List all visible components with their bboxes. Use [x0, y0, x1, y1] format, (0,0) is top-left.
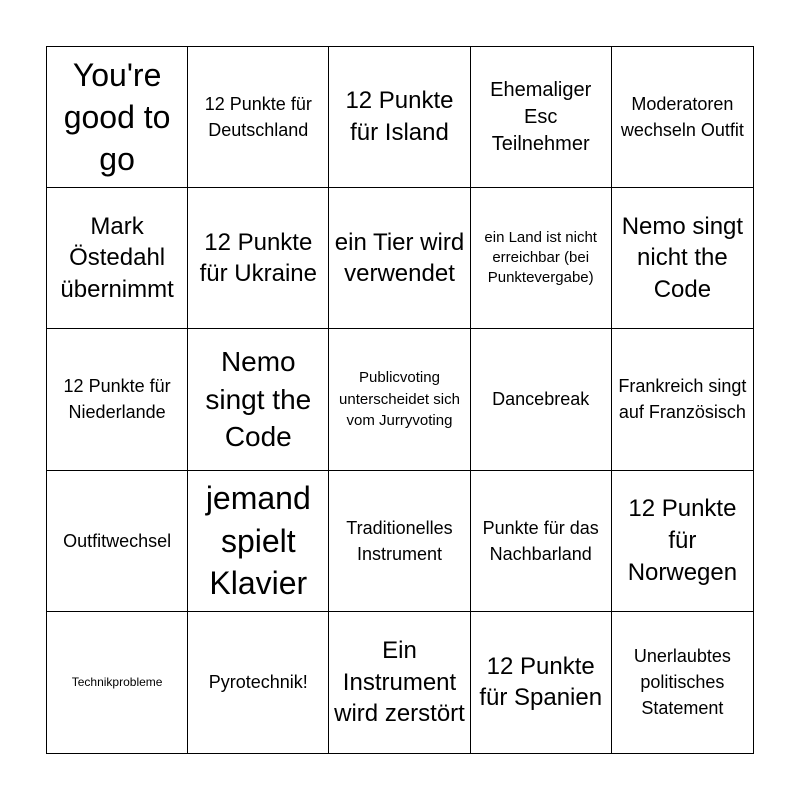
bingo-cell-text: ein Tier wird verwendet — [334, 228, 465, 288]
bingo-cell-text: 12 Punkte für Deutschland — [204, 94, 312, 141]
bingo-cell-text: Punkte für das Nachbarland — [482, 517, 599, 564]
bingo-cell-r4c3[interactable] — [329, 471, 470, 612]
bingo-cell-text: Nemo singt the Code — [205, 345, 312, 453]
bingo-cell-text: 12 Punkte für Norwegen — [627, 495, 738, 586]
bingo-cell-r2c1[interactable] — [47, 188, 188, 329]
bingo-cell-text: Traditionelles Instrument — [346, 517, 453, 564]
bingo-cell-text: Technikprobleme — [71, 674, 163, 689]
bingo-cell-text: Publicvoting unterscheidet sich vom Jurryvoting — [339, 368, 460, 430]
bingo-cell-r3c3[interactable] — [329, 329, 470, 470]
bingo-cell-r5c5[interactable] — [612, 612, 753, 753]
bingo-cell-r5c3[interactable] — [329, 612, 470, 753]
bingo-cell-text: Mark Östedahl übernimmt — [60, 212, 174, 304]
bingo-cell-text: Outfitwechsel — [63, 530, 172, 551]
bingo-cell-r5c4[interactable] — [471, 612, 612, 753]
bingo-cell-r1c2[interactable] — [188, 47, 329, 188]
bingo-cell-text: Frankreich singt auf Französisch — [618, 376, 747, 423]
bingo-cell-r3c5[interactable] — [612, 329, 753, 470]
bingo-cell-r3c1[interactable] — [47, 329, 188, 470]
bingo-cell-text: Ein Instrument wird zerstört — [334, 636, 465, 728]
bingo-cell-text: Dancebreak — [492, 389, 590, 410]
bingo-cell-text: 12 Punkte für Niederlande — [63, 376, 171, 423]
bingo-cell-text: 12 Punkte für Spanien — [479, 652, 603, 712]
bingo-cell-text: jemand spielt Klavier — [205, 480, 311, 601]
bingo-cell-text: Unerlaubtes politisches Statement — [633, 646, 731, 719]
bingo-cell-r1c3[interactable] — [329, 47, 470, 188]
bingo-cell-text: 12 Punkte für Island — [345, 87, 454, 147]
bingo-cell-r5c1[interactable] — [47, 612, 188, 753]
bingo-cell-text: Pyrotechnik! — [208, 672, 308, 693]
bingo-cell-r2c3[interactable] — [329, 188, 470, 329]
bingo-cell-r4c5[interactable] — [612, 471, 753, 612]
bingo-cell-text: Moderatoren wechseln Outfit — [620, 94, 744, 141]
bingo-cell-r5c2[interactable] — [188, 612, 329, 753]
bingo-cell-r1c1[interactable] — [47, 47, 188, 188]
bingo-cell-r2c2[interactable] — [188, 188, 329, 329]
bingo-cell-text: 12 Punkte für Ukraine — [199, 228, 317, 288]
bingo-cell-r4c1[interactable] — [47, 471, 188, 612]
bingo-cell-r2c5[interactable] — [612, 188, 753, 329]
bingo-cell-r3c2[interactable] — [188, 329, 329, 470]
bingo-cell-r4c2[interactable] — [188, 471, 329, 612]
bingo-cell-r2c4[interactable] — [471, 188, 612, 329]
bingo-cell-r4c4[interactable] — [471, 471, 612, 612]
bingo-cell-r1c4[interactable] — [471, 47, 612, 188]
bingo-cell-text: You're good to go — [63, 56, 171, 178]
bingo-cell-r1c5[interactable] — [612, 47, 753, 188]
bingo-cell-text: Ehemaliger Esc Teilnehmer — [490, 78, 592, 155]
bingo-board — [46, 46, 754, 754]
bingo-cell-text: Nemo singt nicht the Code — [621, 212, 744, 304]
bingo-cell-text: ein Land ist nicht erreichbar (bei Punktevergabe) — [484, 228, 597, 287]
bingo-cell-r3c4[interactable] — [471, 329, 612, 470]
